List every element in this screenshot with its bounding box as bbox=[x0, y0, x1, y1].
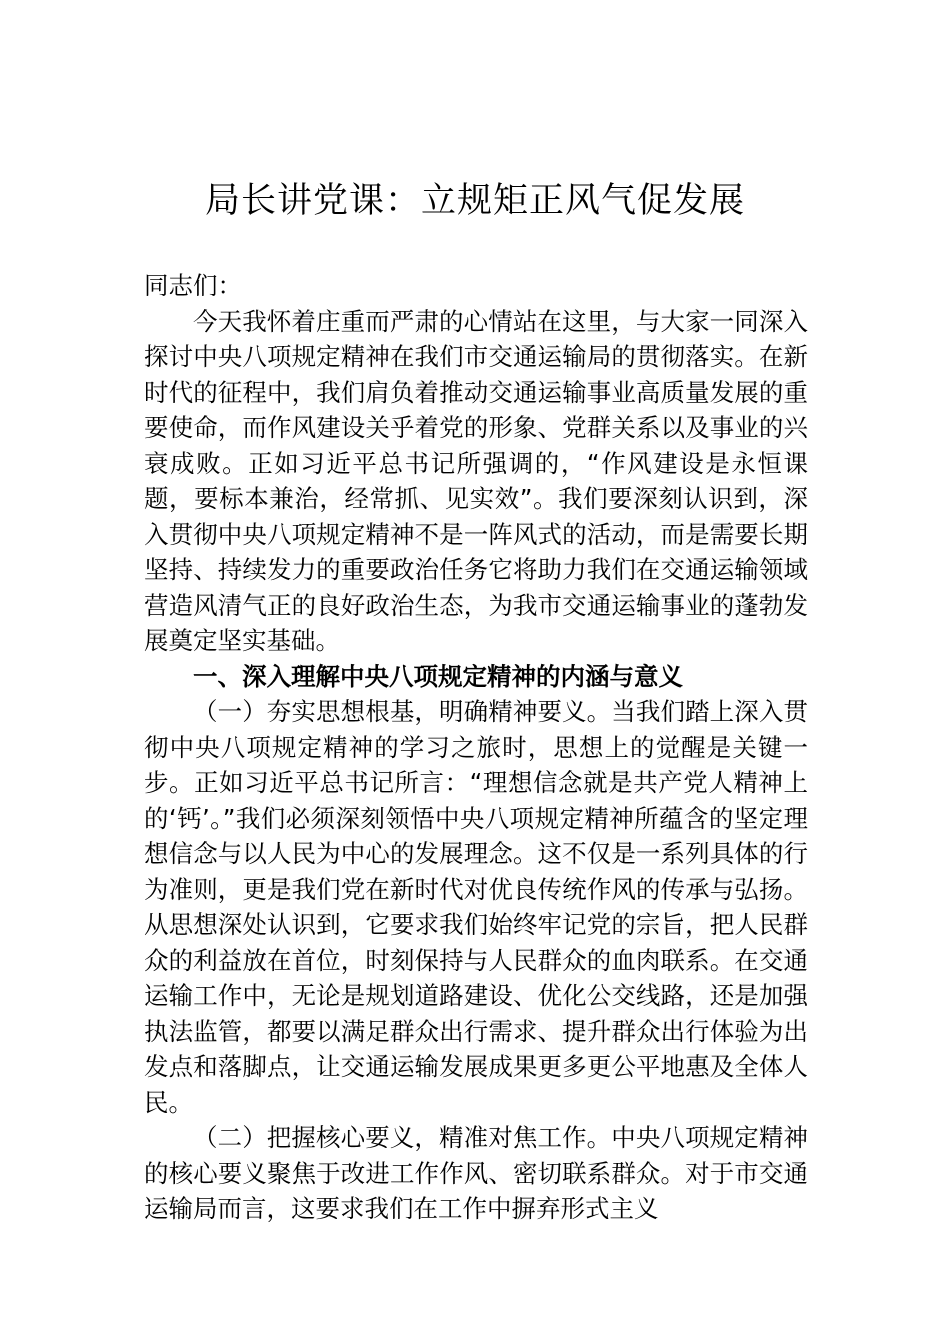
subsection-paragraph-1: （一）夯实思想根基，明确精神要义。当我们踏上深入贯彻中央八项规定精神的学习之旅时，思想上的觉醒是关键一步。正如习近平总书记所言：“理想信念就是共产党人精神上的‘钙’。”我们必须深刻领悟中央八项规定精神所蕴含的坚定理想信念与以人民为中心的发展理念。这不仅是一系列具体的行为准则，更是我们党在新时代对优良传统作风的传承与弘扬。从思想深处认识到，它要求我们始终牢记党的宗旨，把人民群众的利益放在首位，时刻保持与人民群众的血肉联系。在交通运输工作中，无论是规划道路建设、优化公交线路，还是加强执法监管，都要以满足群众出行需求、提升群众出行体验为出发点和落脚点，让交通运输发展成果更多更公平地惠及全体人民。 bbox=[144, 697, 808, 1117]
document-body bbox=[144, 268, 808, 1227]
section-heading-1: 一、深入理解中央八项规定精神的内涵与意义 bbox=[193, 661, 683, 691]
intro-paragraph: 今天我怀着庄重而严肃的心情站在这里，与大家一同深入探讨中央八项规定精神在我们市交通运输局的贯彻落实。在新时代的征程中，我们肩负着推动交通运输事业高质量发展的重要使命，而作风建设关乎着党的形象、党群关系以及事业的兴衰成败。正如习近平总书记所强调的，“作风建设是永恒课题，要标本兼治，经常抓、见实效”。我们要深刻认识到，深入贯彻中央八项规定精神不是一阵风式的活动，而是需要长期坚持、持续发力的重要政治任务它将助力我们在交通运输领域营造风清气正的良好政治生态，为我市交通运输事业的蓬勃发展奠定坚实基础。 bbox=[144, 306, 808, 655]
salutation: 同志们： bbox=[144, 271, 242, 300]
subsection-paragraph-2: （二）把握核心要义，精准对焦工作。中央八项规定精神的核心要义聚焦于改进工作作风、密切联系群众。对于市交通运输局而言，这要求我们在工作中摒弃形式主义 bbox=[144, 1123, 808, 1223]
document-title: 局长讲党课：立规矩正风气促发展 bbox=[204, 181, 745, 221]
